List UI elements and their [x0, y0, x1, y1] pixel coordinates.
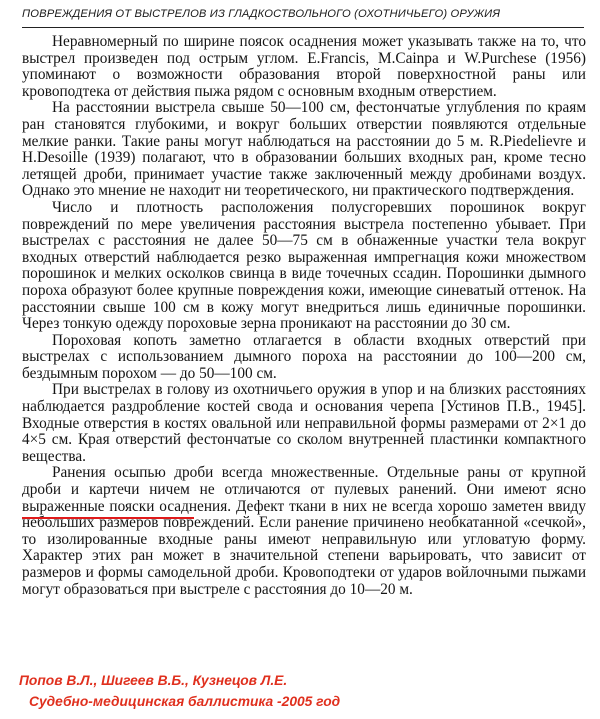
paragraph-5: При выстрелах в голову из охотничьего оружия в упор и на близких расстояниях наблюдается раздробление костей свода и основания черепа [Устинов П.В., 1945]. Входные отверстия в костях овальной или неправильной формы размерами от 2×1 до 4×5 см. Края отверстий фестончатые со сколом внутренней пластинки компактного вещества.	[22, 381, 586, 465]
paragraph-3: Число и плотность расположения полусгоревших порошинок вокруг повреждений по мере увеличения расстояния выстрела постепенно убывает. При выстрелах с расстояния не далее 50—75 см в обнаженные участки тела вокруг входных отверстий наблюдается резко выраженная импрегнация кожи множеством порошинок и мелких осколков свинца в виде точечных ссадин. Порошинки дымного пороха образуют более крупные повреждения кожи, имеющие синеватый оттенок. На расстоянии свыше 100 см в кожу могут внедриться лишь единичные порошинки. Через тонкую одежду пороховые зерна проникают на расстоянии до 30 см.	[22, 198, 586, 333]
paragraph-1: Неравномерный по ширине поясок осаднения может указывать также на то, что выстрел произведен под острым углом. E.Francis, M.Cainpa и W.Purchese (1956) упоминают о возможности образования второй поверхностной раны или кровоподтека от действия пыжа рядом с основным входным отверстием.	[22, 33, 586, 100]
paragraph-2: На расстоянии выстрела свыше 50—100 см, фестончатые углубления по краям ран становятся глубокими, и вокруг больших отверстии появляются отдельные мелкие ранки. Такие раны могут наблюдаться на расстоянии до 5 м. R.Piedelievre и H.Desoille (1939) полагают, что в образовании больших входных ран, кроме тесно летящей дроби, принимает участие также заключенный между дробинами воздух. Однако это мнение не находит ни теоретического, ни практического подтверждения.	[22, 99, 586, 200]
citation-underline	[22, 517, 194, 519]
running-header: ПОВРЕЖДЕНИЯ ОТ ВЫСТРЕЛОВ ИЗ ГЛАДКОСТВОЛЬНОГО (ОХОТНИЧЬЕГО) ОРУЖИЯ	[22, 8, 501, 20]
annotation-authors: Попов В.Л., Шигеев В.Б., Кузнецов Л.Е.	[19, 673, 288, 688]
header-rule	[22, 27, 584, 28]
source-annotation	[19, 670, 340, 712]
paragraph-6: Ранения осыпью дроби всегда множественные. Отдельные раны от крупной дроби и картечи ничем не отличаются от пулевых ранений. Они имеют ясно выраженные пояски осаднения. Дефект ткани в них не всегда хорошо заметен ввиду небольших размеров повреждений. Если ранение причинено необкатанной «сечкой», то изолированные входные раны имеют неправильную или угловатую форму. Характер этих ран может в значительной степени варьировать, что зависит от размеров и формы самодельной дроби. Кровоподтеки от ударов войлочными пыжами могут образоваться при выстреле с расстояния до 10—20 м.	[22, 464, 586, 598]
body-text	[22, 34, 586, 598]
paragraph-4: Пороховая копоть заметно отлагается в области входных отверстий при выстрелах с использованием дымного пороха на расстоянии до 100—200 см, бездымным порохом — до 50—100 см.	[22, 331, 586, 382]
annotation-source: Судебно-медицинская баллистика -2005 год	[29, 694, 341, 709]
